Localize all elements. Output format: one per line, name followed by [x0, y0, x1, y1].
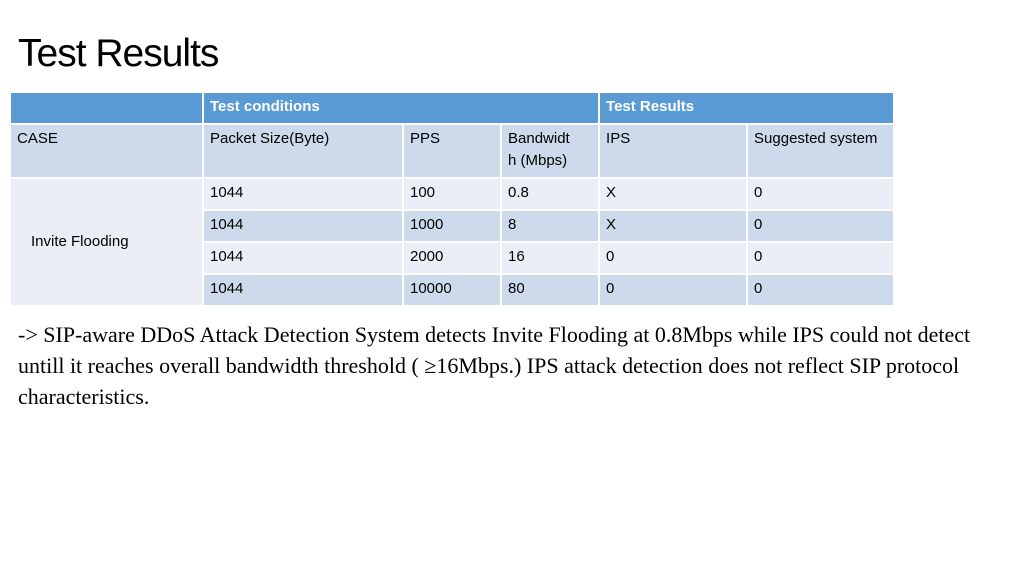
cell-ips: 0	[599, 274, 747, 306]
cell-bandwidth: 80	[501, 274, 599, 306]
header-test-conditions: Test conditions	[203, 92, 599, 124]
cell-suggested: 0	[747, 242, 894, 274]
results-table	[9, 91, 895, 307]
table-row	[10, 178, 894, 210]
cell-suggested: 0	[747, 210, 894, 242]
cell-suggested: 0	[747, 274, 894, 306]
conclusion-text: -> SIP-aware DDoS Attack Detection System detects Invite Flooding at 0.8Mbps while IPS could not detect untill it reaches overall bandwidth threshold ( ≥16Mbps.) IPS attack detection does not reflect SIP protocol characteristics.	[18, 322, 971, 409]
cell-ips: X	[599, 210, 747, 242]
cell-ips: 0	[599, 242, 747, 274]
slide-title: Test Results	[18, 32, 219, 75]
col-bandwidth: Bandwidt h (Mbps)	[501, 124, 599, 178]
table-subheader-row	[10, 124, 894, 178]
col-pps: PPS	[403, 124, 501, 178]
col-ips: IPS	[599, 124, 747, 178]
col-case: CASE	[10, 124, 203, 178]
cell-bandwidth: 0.8	[501, 178, 599, 210]
cell-pps: 100	[403, 178, 501, 210]
case-invite-flooding: Invite Flooding	[10, 178, 203, 306]
col-packet-size: Packet Size(Byte)	[203, 124, 403, 178]
cell-suggested: 0	[747, 178, 894, 210]
cell-bandwidth: 8	[501, 210, 599, 242]
cell-packet-size: 1044	[203, 274, 403, 306]
cell-pps: 1000	[403, 210, 501, 242]
table-header-row	[10, 92, 894, 124]
col-suggested: Suggested system	[747, 124, 894, 178]
header-blank-cell	[10, 92, 203, 124]
cell-bandwidth: 16	[501, 242, 599, 274]
cell-pps: 10000	[403, 274, 501, 306]
cell-packet-size: 1044	[203, 178, 403, 210]
cell-pps: 2000	[403, 242, 501, 274]
cell-packet-size: 1044	[203, 242, 403, 274]
cell-packet-size: 1044	[203, 210, 403, 242]
cell-ips: X	[599, 178, 747, 210]
header-test-results: Test Results	[599, 92, 894, 124]
